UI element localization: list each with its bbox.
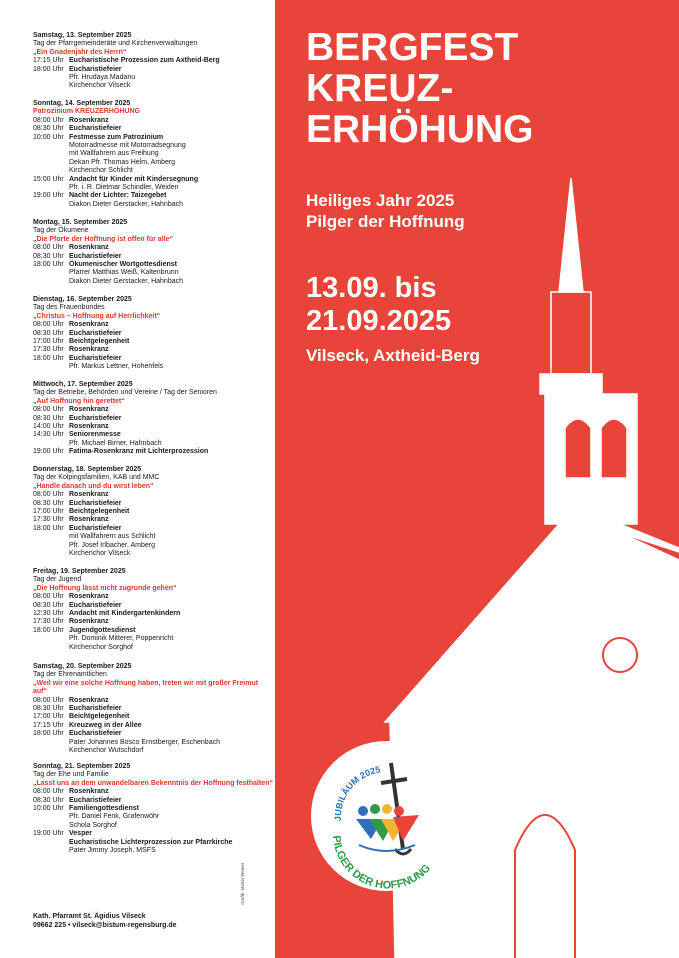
event-note: Pfr. Hrudaya Madanu (69, 74, 136, 82)
event-time: 08:30 Uhr (33, 705, 64, 713)
schedule-row (33, 261, 273, 269)
event-note: Motorradmesse mit Motorradsegnung (69, 142, 186, 150)
day-theme: Tag der Betriebe, Behörden und Vereine / Tag der Senioren (33, 389, 217, 397)
event-time: 15:00 Uhr (33, 175, 64, 183)
schedule-row (33, 176, 273, 184)
event-time: 08:30 Uhr (33, 499, 64, 507)
day-theme: Tag der Ehrenamtlichen (33, 671, 107, 679)
event-time: 17:30 Uhr (33, 516, 64, 524)
schedule-row (33, 713, 273, 721)
event-name: Rosenkranz (69, 423, 109, 431)
day-block (33, 381, 273, 457)
event-note: Pater Jimmy Joseph, MSFS (69, 847, 156, 855)
event-note: mit Wallfahrern aus Freihung (69, 150, 159, 158)
event-name: Rosenkranz (69, 618, 109, 626)
schedule-row (33, 491, 273, 499)
day-motto: „Die Pforte der Hoffnung ist offen für alle“ (33, 235, 174, 243)
event-time: 17:30 Uhr (33, 346, 64, 354)
schedule-row (33, 431, 273, 439)
day-theme: Tag des Frauenbundes (33, 304, 105, 312)
schedule-row (33, 244, 273, 252)
event-time: 10:00 Uhr (33, 805, 64, 813)
day-motto: „Handle danach und du wirst leben“ (33, 482, 154, 490)
event-name: Rosenkranz (69, 244, 109, 252)
event-name: Eucharistiefeier (69, 705, 122, 713)
schedule-row (33, 355, 273, 363)
day-block (33, 466, 273, 558)
event-time: 19:00 Uhr (33, 192, 64, 200)
schedule-row (33, 500, 273, 508)
jubilee-logo (311, 741, 461, 891)
event-time: 18:00 Uhr (33, 626, 64, 634)
day-motto: „Weil wir eine solche Hoffnung haben, treten wir mit großer Freimut auf“ (33, 679, 259, 696)
event-name: Ökumenischer Wortgottesdienst (69, 261, 178, 269)
schedule-row (33, 797, 273, 805)
event-note: Diakon Dieter Gerstacker, Hahnbach (69, 277, 183, 285)
event-note: Kirchenchor Wutschdorf (69, 747, 144, 755)
event-note: Pfarrer Matthias Weiß, Kaltenbrunn (69, 269, 179, 277)
day-block (33, 219, 273, 286)
event-time: 08:00 Uhr (33, 321, 64, 329)
schedule-row (33, 508, 273, 516)
event-time: 17:00 Uhr (33, 338, 64, 346)
schedule-row (33, 192, 273, 200)
pilgrims-of-hope-logo-icon (311, 741, 461, 891)
event-name: Eucharistiefeier (69, 65, 122, 73)
schedule-row (33, 839, 273, 847)
event-time: 14:30 Uhr (33, 431, 64, 439)
event-time: 17:15 Uhr (33, 721, 64, 729)
day-title: Sonntag, 14. September 2025 (33, 100, 131, 107)
parish-name: Kath. Pfarramt St. Ägidius Vilseck (33, 913, 146, 920)
event-name: Eucharistiefeier (69, 499, 122, 507)
schedule-row (33, 66, 273, 74)
schedule-row (33, 602, 273, 610)
day-title: Samstag, 13. September 2025 (33, 32, 132, 39)
day-motto: „Lasst uns an dem unwandelbaren Bekenntnis der Hoffnung festhalten“ (33, 779, 273, 787)
day-motto: „Christus – Hoffnung auf Herrlichkeit“ (33, 312, 161, 320)
poster-panel (275, 0, 679, 958)
schedule-row (33, 705, 273, 713)
event-dates: 13.09. bis 21.09.2025 (306, 272, 452, 337)
event-name: Rosenkranz (69, 116, 109, 124)
event-time (33, 839, 69, 847)
schedule-row (33, 125, 273, 133)
parish-footer (33, 912, 177, 930)
schedule-row (33, 593, 273, 601)
parish-contact: 09662 225 • vilseck@bistum-regensburg.de (33, 922, 177, 929)
day-title: Sonntag, 21. September 2025 (33, 763, 131, 770)
event-name: Rosenkranz (69, 516, 109, 524)
day-title: Freitag, 19. September 2025 (33, 568, 126, 575)
event-time: 08:00 Uhr (33, 116, 64, 124)
schedule-row (33, 805, 273, 813)
event-name: Eucharistiefeier (69, 796, 122, 804)
event-note: Pfr. Dominik Mitterer, Poppenricht (69, 635, 174, 643)
day-theme: Tag der Jugend (33, 576, 82, 584)
event-time: 08:30 Uhr (33, 601, 64, 609)
schedule-row (33, 448, 273, 456)
day-block (33, 763, 273, 855)
event-name: Nacht der Lichter: Taizegebet (69, 192, 167, 200)
event-name: Jugendgottesdienst (69, 626, 136, 634)
schedule-row (33, 722, 273, 730)
event-time: 18:00 Uhr (33, 730, 64, 738)
event-time: 18:00 Uhr (33, 261, 64, 269)
event-note: Pater Johannes Bosco Ernstberger, Eschenbach (69, 738, 220, 746)
event-name: Rosenkranz (69, 593, 109, 601)
event-time: 19:00 Uhr (33, 830, 64, 838)
schedule-row (33, 321, 273, 329)
day-title: Mittwoch, 17. September 2025 (33, 381, 133, 388)
event-time: 08:30 Uhr (33, 252, 64, 260)
event-note: mit Wallfahrern aus Schlicht (69, 533, 156, 541)
event-time: 18:00 Uhr (33, 354, 64, 362)
event-location: Vilseck, Axtheid-Berg (306, 346, 480, 365)
program-column (0, 0, 275, 958)
schedule-row (33, 253, 273, 261)
day-motto: „Ein Gnadenjahr des Herrn“ (33, 48, 127, 56)
event-time: 08:30 Uhr (33, 796, 64, 804)
event-name: Eucharistiefeier (69, 730, 122, 738)
day-title: Dienstag, 16. September 2025 (33, 296, 132, 303)
event-name: Eucharistische Prozession zum Axtheid-Berg (69, 57, 220, 65)
day-theme: Tag der Pfarrgemeinderäte und Kirchenverwaltungen (33, 40, 198, 48)
event-note: Kirchenchor Schlicht (69, 167, 133, 175)
event-note: Pfr. Daniel Fenk, Grafenwöhr (69, 813, 160, 821)
event-note: Schola Sorghof (69, 821, 117, 829)
schedule-row (33, 610, 273, 618)
event-note: Pfr. i. R. Dietmar Schindler, Weiden (69, 184, 179, 192)
event-note: Kirchenchor Vilseck (69, 550, 131, 558)
schedule-row (33, 830, 273, 838)
event-name: Kreuzweg in der Allee (69, 721, 142, 729)
day-theme: Tag der Ehe und Familie (33, 771, 109, 779)
event-note: Dekan Pfr. Thomas Helm, Amberg (69, 158, 176, 166)
event-name: Rosenkranz (69, 406, 109, 414)
event-note: Kirchenchor Sorghof (69, 643, 133, 651)
schedule-row (33, 346, 273, 354)
event-name: Eucharistiefeier (69, 414, 122, 422)
poster-title: BERGFEST KREUZ- ERHÖHUNG (306, 26, 534, 151)
schedule-row (33, 406, 273, 414)
event-name: Andacht mit Kindergartenkindern (69, 610, 181, 618)
schedule-row (33, 57, 273, 65)
event-time: 08:30 Uhr (33, 329, 64, 337)
day-motto: Patrozinium KREUZERHÖHUNG (33, 108, 140, 116)
schedule-row (33, 525, 273, 533)
event-time: 17:00 Uhr (33, 508, 64, 516)
day-theme: Tag der Ökumene (33, 227, 89, 235)
event-name: Rosenkranz (69, 321, 109, 329)
logo-top-text: JUBILÄUM 2025 (332, 764, 382, 822)
event-time: 18:00 Uhr (33, 524, 64, 532)
logo-bottom-text: PILGER DER HOFFNUNG (329, 834, 434, 891)
day-title: Samstag, 20. September 2025 (33, 663, 132, 670)
schedule-row (33, 730, 273, 738)
schedule-row (33, 415, 273, 423)
event-time: 10:00 Uhr (33, 133, 64, 141)
event-name: Eucharistiefeier (69, 524, 122, 532)
day-block (33, 100, 273, 209)
event-name: Eucharistiefeier (69, 329, 122, 337)
event-time: 18:00 Uhr (33, 65, 64, 73)
event-time: 08:00 Uhr (33, 593, 64, 601)
graphic-credit: Grafik: Martin Weiner (240, 862, 245, 905)
event-time: 08:00 Uhr (33, 491, 64, 499)
schedule-row (33, 338, 273, 346)
schedule-row (33, 618, 273, 626)
event-note: Diakon Dieter Gerstacker, Hahnbach (69, 200, 183, 208)
schedule-row (33, 788, 273, 796)
event-name: Seniorenmesse (69, 431, 121, 439)
event-time: 19:00 Uhr (33, 448, 64, 456)
event-time: 08:30 Uhr (33, 414, 64, 422)
event-time: 17:30 Uhr (33, 618, 64, 626)
event-name: Rosenkranz (69, 346, 109, 354)
event-name: Eucharistische Lichterprozession zur Pfarrkirche (69, 838, 233, 846)
schedule-row (33, 627, 273, 635)
day-block (33, 663, 273, 755)
event-time: 14:00 Uhr (33, 423, 64, 431)
day-block (33, 296, 273, 372)
event-note: Pfr. Michael Birner, Hahnbach (69, 439, 162, 447)
event-note: Pfr. Markus Lettner, Hohenfels (69, 363, 164, 371)
event-name: Beichtgelegenheit (69, 508, 130, 516)
schedule-row (33, 697, 273, 705)
event-name: Rosenkranz (69, 491, 109, 499)
event-time: 08:00 Uhr (33, 406, 64, 414)
event-name: Fatima-Rosenkranz mit Lichterprozession (69, 448, 209, 456)
schedule-row (33, 423, 273, 431)
event-name: Rosenkranz (69, 788, 109, 796)
event-time: 17:00 Uhr (33, 713, 64, 721)
event-time: 08:30 Uhr (33, 125, 64, 133)
event-name: Beichtgelegenheit (69, 713, 130, 721)
schedule-row (33, 516, 273, 524)
day-block (33, 32, 273, 91)
schedule-row (33, 134, 273, 142)
event-name: Festmesse zum Patrozinium (69, 133, 164, 141)
event-name: Eucharistiefeier (69, 125, 122, 133)
day-title: Donnerstag, 18. September 2025 (33, 466, 142, 473)
event-note: Pfr. Josef Irlbacher, Amberg (69, 541, 155, 549)
event-time: 12:30 Uhr (33, 610, 64, 618)
event-name: Andacht für Kinder mit Kindersegnung (69, 175, 199, 183)
poster-subtitle: Heiliges Jahr 2025 Pilger der Hoffnung (306, 191, 465, 231)
event-time: 08:00 Uhr (33, 244, 64, 252)
event-name: Beichtgelegenheit (69, 338, 130, 346)
event-name: Eucharistiefeier (69, 252, 122, 260)
day-theme: Tag der Kolpingsfamilien, KAB und MMC (33, 474, 160, 482)
event-time: 08:00 Uhr (33, 696, 64, 704)
schedule-row (33, 330, 273, 338)
event-name: Vesper (69, 830, 92, 838)
svg-text:PILGER DER HOFFNUNG (330, 835, 433, 891)
day-motto: „Die Hoffnung lässt nicht zugrunde gehen“ (33, 584, 177, 592)
day-block (33, 568, 273, 652)
day-motto: „Auf Hoffnung hin gerettet“ (33, 397, 125, 405)
event-name: Eucharistiefeier (69, 601, 122, 609)
day-title: Montag, 15. September 2025 (33, 219, 128, 226)
event-name: Rosenkranz (69, 696, 109, 704)
event-time: 08:00 Uhr (33, 788, 64, 796)
event-time: 17:15 Uhr (33, 57, 64, 65)
event-name: Familiengottesdienst (69, 805, 140, 813)
event-name: Eucharistiefeier (69, 354, 122, 362)
schedule-row (33, 117, 273, 125)
event-note: Kirchenchor Vilseck (69, 82, 131, 90)
